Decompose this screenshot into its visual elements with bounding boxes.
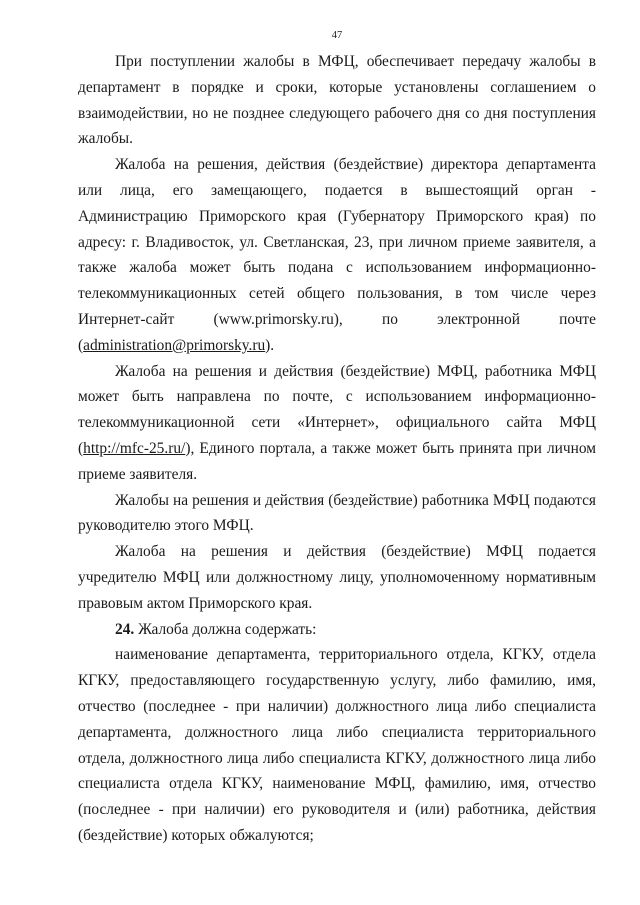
paragraph-mfc-transfer: При поступлении жалобы в МФЦ, обеспечивает передачу жалобы в департамент в порядке и сроки, которые установлены соглашением о взаимодействии, но не позднее следующего рабочего дня со дня поступления жалобы.	[78, 53, 596, 148]
paragraph-text: ).	[265, 336, 275, 354]
paragraph-mfc-complaint	[78, 359, 596, 488]
section-heading-text: Жалоба должна содержать:	[134, 620, 317, 638]
paragraph-complaint-contents: наименование департамента, территориального отдела, КГКУ, отдела КГКУ, предоставляющего государственную услугу, либо фамилию, имя, отчество (последнее - при наличии) должностного лица либо специалиста департамента, должностного лица либо специалиста территориального отдела, должностного лица либо специалиста КГКУ, должностного лица либо специалиста отдела КГКУ, наименование МФЦ, фамилию, имя, отчество (последнее - при наличии) его руководителя и (или) работника, действия (бездействие) которых обжалуются;	[78, 646, 596, 844]
mfc-website-link[interactable]: http://mfc-25.ru/	[83, 439, 186, 457]
document-page	[78, 30, 596, 849]
paragraph-founder-complaint: Жалоба на решения и действия (бездействие) МФЦ подается учредителю МФЦ или должностному лицу, уполномоченному нормативным правовым актом Приморского края.	[78, 543, 596, 612]
email-link[interactable]: administration@primorsky.ru	[83, 336, 266, 354]
paragraph-text: Жалоба на решения, действия (бездействие) директора департамента или лица, его замещающего, подается в вышестоящий орган - Администрацию Приморского края (Губернатору Приморского края) по адресу: г. Владивосток, ул. Светланская, 23, при личном приеме заявителя, а также жалоба может быть подана с использованием информационно-телекоммуникационных сетей общего пользования, в том числе через Интернет-сайт (www.primorsky.ru), по электронной почте (	[78, 156, 596, 354]
paragraph-director-complaint	[78, 152, 596, 358]
section-number: 24.	[115, 620, 135, 638]
paragraph-worker-complaint: Жалобы на решения и действия (бездействие) работника МФЦ подаются руководителю этого МФЦ.	[78, 491, 596, 535]
paragraph-text: ), Единого портала, а также может быть принята при личном приеме заявителя.	[78, 439, 596, 483]
page-number: 47	[331, 30, 343, 41]
paragraph-section-24	[78, 617, 596, 643]
paragraph-text: Жалоба на решения и действия (бездействие) МФЦ, работника МФЦ может быть направлена по почте, с использованием информационно-телекоммуникационной сети «Интернет», официального сайта МФЦ (	[78, 362, 596, 457]
